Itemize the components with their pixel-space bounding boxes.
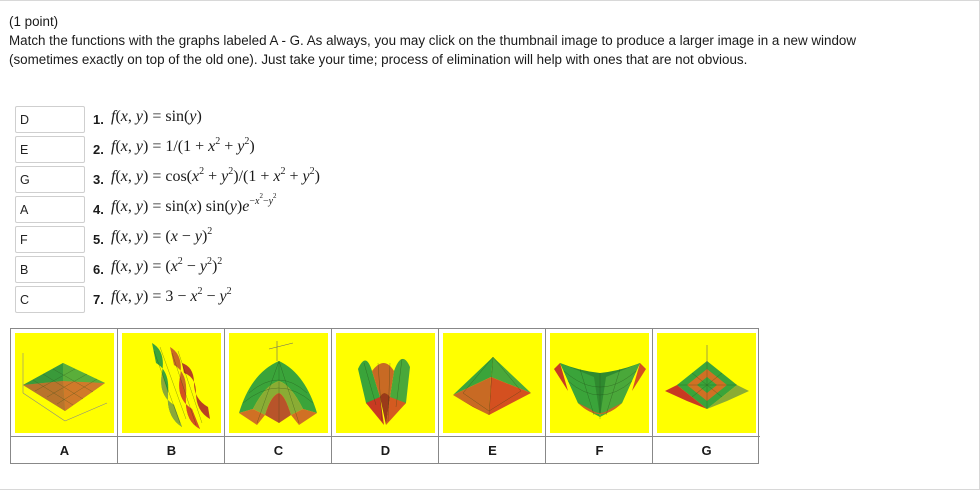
- saddle-surface-icon[interactable]: [15, 333, 114, 433]
- answer-input-2[interactable]: [15, 136, 85, 163]
- function-6: f(x, $y) = (x^2 - y^2)^2$: [111, 255, 223, 275]
- graph-cell-e: [439, 329, 546, 464]
- wave-surface-icon[interactable]: [122, 333, 221, 433]
- answer-input-6[interactable]: [15, 256, 85, 283]
- function-2: f(x, $y) = 1/(1 + x^2 + y^2)$: [111, 135, 255, 155]
- answer-input-3[interactable]: [15, 166, 85, 193]
- graph-cell-a: [11, 329, 118, 464]
- graph-cell-d: [332, 329, 439, 464]
- graph-cell-c: [225, 329, 332, 464]
- function-4: f(x, y) = sin(x) $\sin(y)e^{-x^2-y^2}$: [111, 192, 277, 215]
- question-number-1: 1.: [93, 112, 104, 127]
- ripple-surface-icon[interactable]: [657, 333, 756, 433]
- question-row-5: [15, 224, 535, 254]
- question-number-2: 2.: [93, 142, 104, 157]
- question-row-6: [15, 254, 535, 284]
- instruction-line-2: (sometimes exactly on top of the old one). Just take your time; process of elimination will help with ones that are not obvious.: [9, 52, 748, 67]
- question-row-2: [15, 134, 535, 164]
- instruction-line-1: Match the functions with the graphs labeled A - G. As always, you may click on the thumbnail image to produce a larger image in a new window: [9, 33, 857, 48]
- question-row-4: [15, 194, 535, 224]
- graph-label-g: G: [701, 443, 712, 458]
- graph-label-f: F: [595, 443, 604, 458]
- answer-input-7[interactable]: [15, 286, 85, 313]
- graph-thumbnails-table: [10, 328, 759, 464]
- question-number-5: 5.: [93, 232, 104, 247]
- graph-label-e: E: [488, 443, 497, 458]
- points-label: (1 point): [9, 14, 59, 29]
- answer-input-5[interactable]: [15, 226, 85, 253]
- question-row-3: [15, 164, 535, 194]
- answer-input-4[interactable]: [15, 196, 85, 223]
- question-number-6: 6.: [93, 262, 104, 277]
- graph-label-d: D: [380, 443, 391, 458]
- function-1: f(x, y) = sin(y): [111, 108, 202, 125]
- ridge-surface-icon[interactable]: [336, 333, 435, 433]
- graph-cell-g: [653, 329, 760, 464]
- question-row-1: [15, 104, 535, 134]
- graph-cell-b: [118, 329, 225, 464]
- graph-label-a: A: [59, 443, 70, 458]
- parabolic-valley-icon[interactable]: [550, 333, 649, 433]
- peak-surface-icon[interactable]: [443, 333, 542, 433]
- question-number-7: 7.: [93, 292, 104, 307]
- matching-list: [15, 104, 535, 314]
- question-number-3: 3.: [93, 172, 104, 187]
- function-3: f(x, $y) = \cos(x^2 + y^2)/(1 + x^2 + y^2)$: [111, 165, 320, 185]
- function-5: f(x, $y) = (x - y)^2$: [111, 225, 213, 245]
- dome-surface-icon[interactable]: [229, 333, 328, 433]
- answer-input-1[interactable]: [15, 106, 85, 133]
- function-7: f(x, $y) = 3 - x^2 - y^2$: [111, 285, 232, 305]
- graph-label-c: C: [273, 443, 284, 458]
- graph-label-b: B: [166, 443, 177, 458]
- graph-cell-f: [546, 329, 653, 464]
- problem-header: [9, 12, 969, 69]
- question-row-7: [15, 284, 535, 314]
- question-number-4: 4.: [93, 202, 104, 217]
